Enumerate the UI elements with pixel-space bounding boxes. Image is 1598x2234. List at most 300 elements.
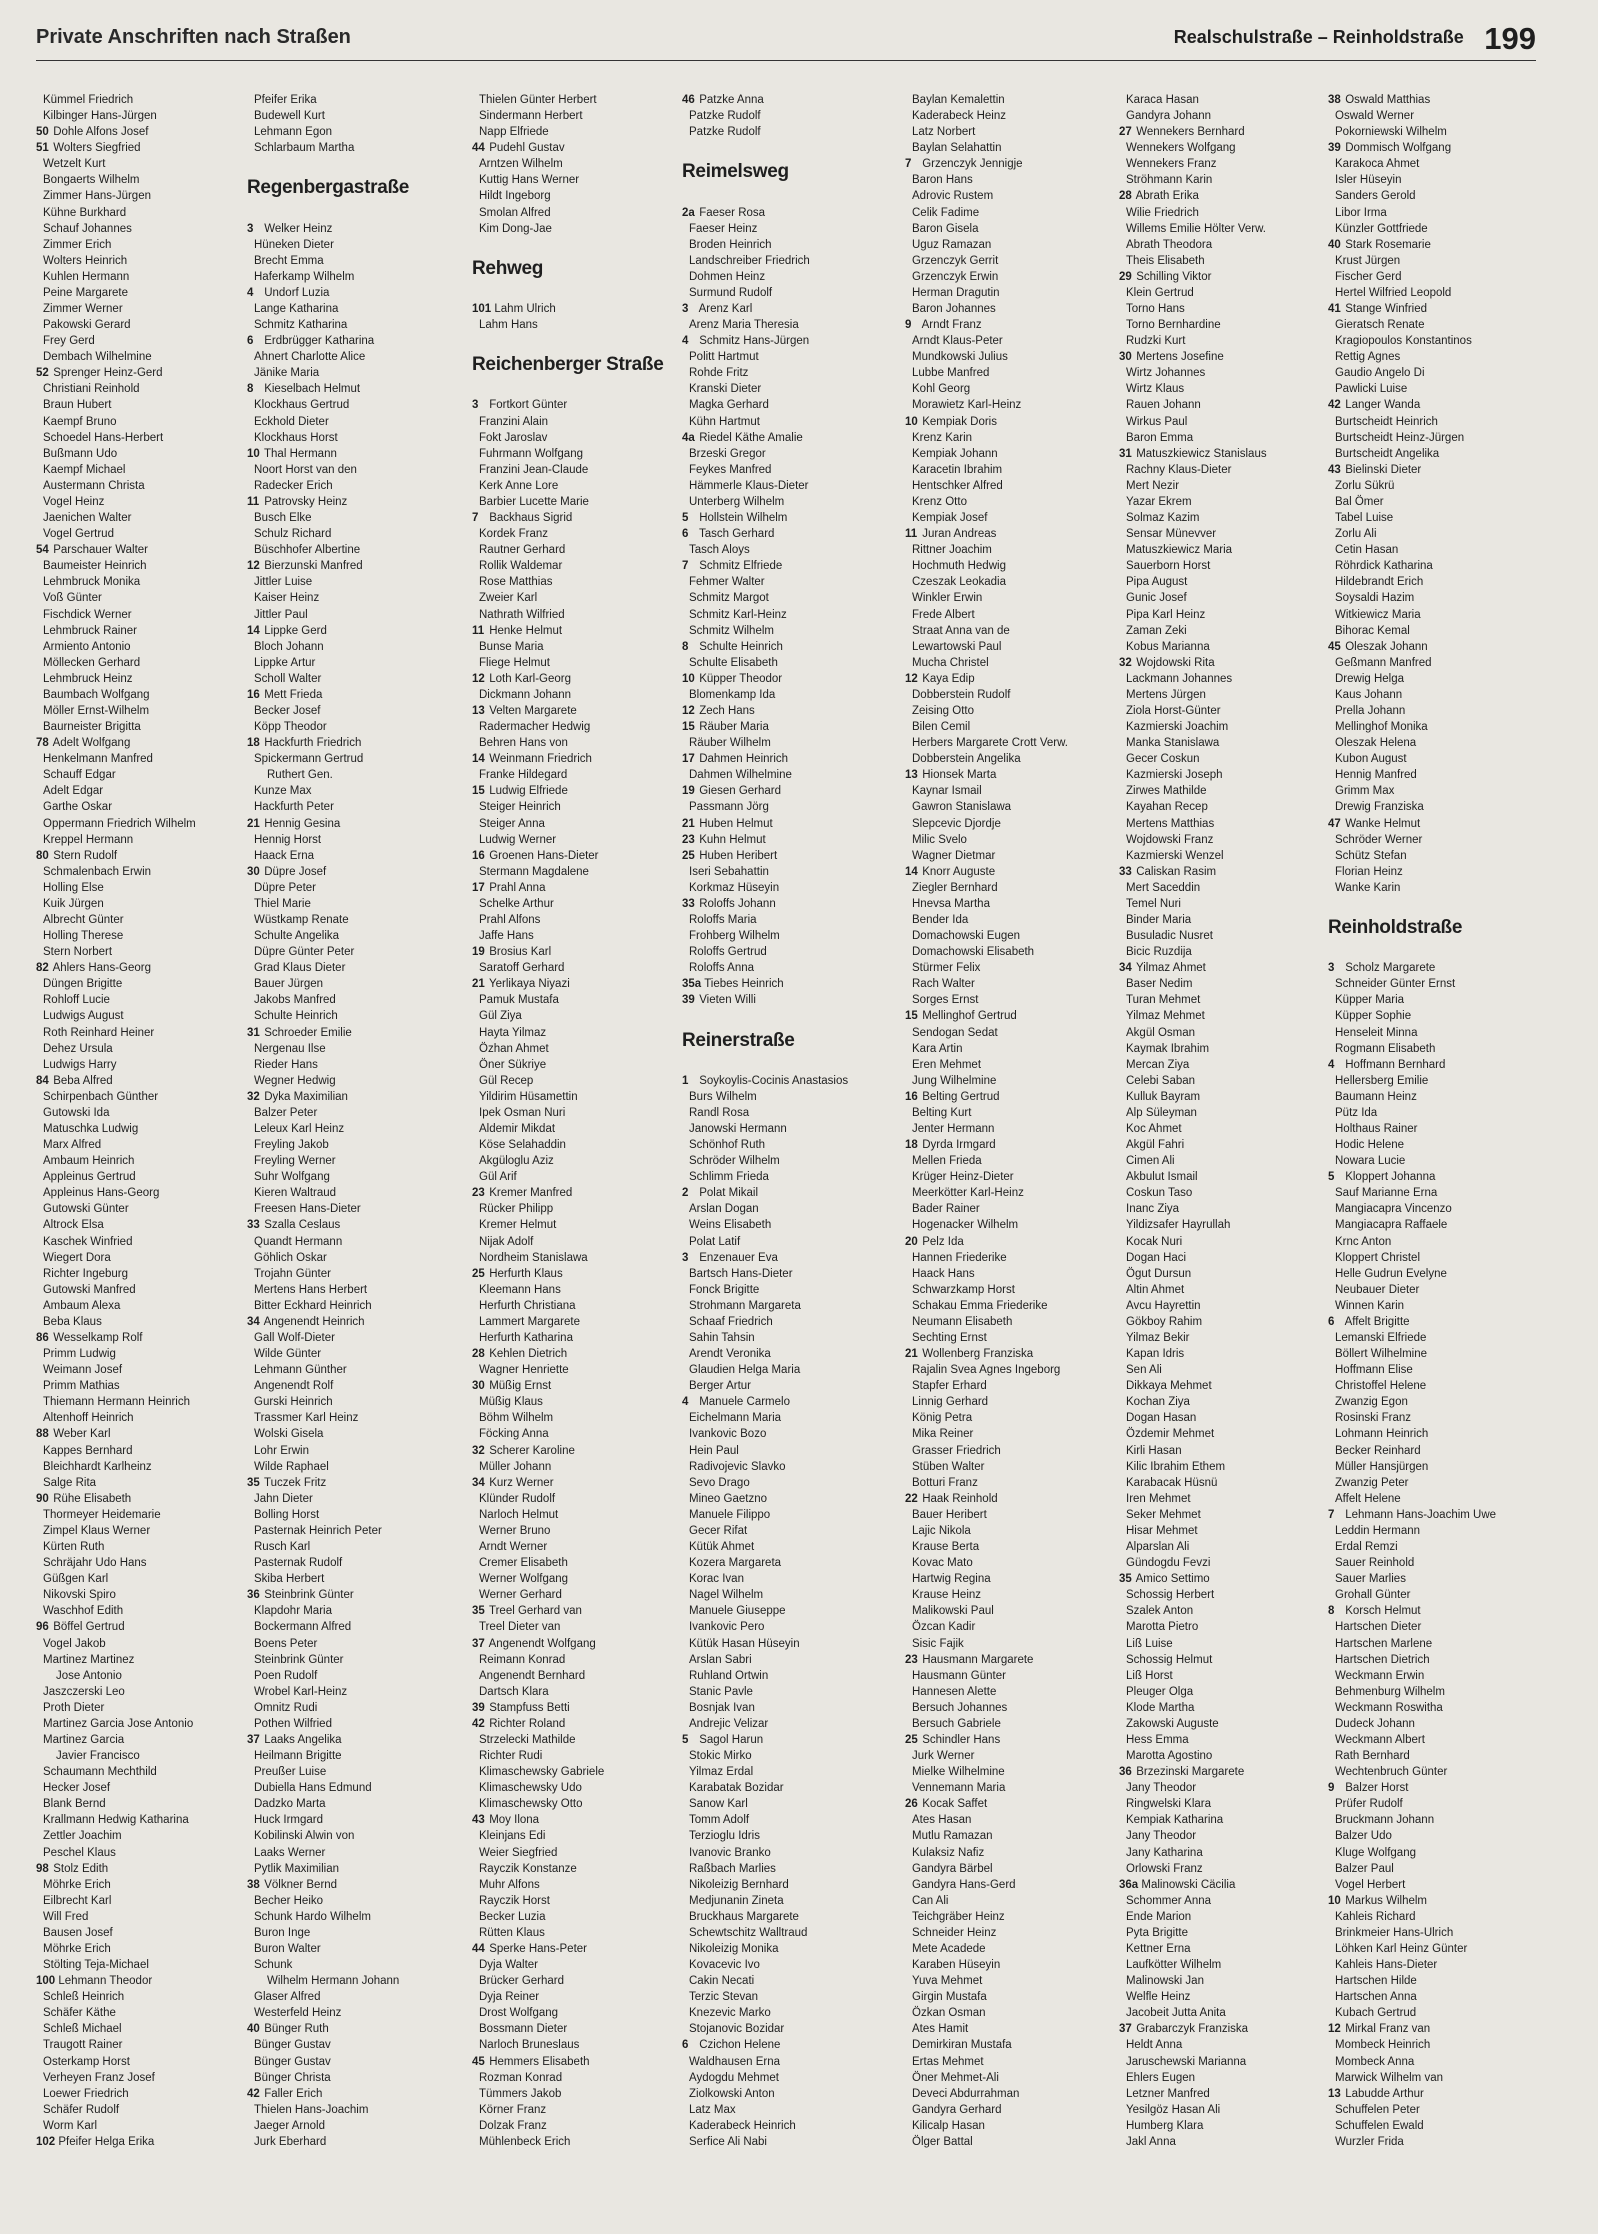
- resident-name: Pfeifer Helga Erika: [58, 2135, 155, 2148]
- resident-name: Kocak Saffet: [922, 1798, 988, 1811]
- resident-entry: [1119, 992, 1324, 1008]
- resident-entry: [1328, 1812, 1533, 1828]
- resident-entry: [682, 1796, 887, 1812]
- resident-entry: [36, 1443, 241, 1459]
- resident-name: Lajic Nikola: [912, 1524, 971, 1537]
- resident-entry: [905, 1137, 1110, 1153]
- resident-name: Hildebrandt Erich: [1335, 576, 1424, 589]
- house-number: 23: [472, 1187, 485, 1200]
- resident-entry: [472, 124, 677, 140]
- resident-entry: [36, 2134, 241, 2150]
- resident-name: Liß Horst: [1126, 1669, 1173, 1682]
- resident-entry: [247, 928, 452, 944]
- resident-entry: [472, 1989, 677, 2005]
- resident-name: Szalek Anton: [1126, 1605, 1194, 1618]
- resident-entry: [1328, 1057, 1533, 1073]
- house-number: 6: [1328, 1315, 1335, 1328]
- resident-name: Andrejic Velizar: [689, 1717, 769, 1730]
- resident-name: Vogel Herbert: [1335, 1878, 1406, 1891]
- resident-name: Jenter Hermann: [912, 1123, 995, 1135]
- resident-name: Bicic Ruzdija: [1126, 946, 1192, 959]
- resident-name: Kieren Waltraud: [254, 1187, 337, 1200]
- house-number: 2a: [682, 206, 695, 219]
- resident-name: Schulte Angelika: [254, 930, 340, 943]
- resident-name: Mertens Hans Herbert: [254, 1283, 368, 1296]
- resident-entry: [36, 1571, 241, 1587]
- resident-name: Buron Inge: [254, 1926, 311, 1939]
- resident-name: Angenendt Rolf: [254, 1380, 334, 1393]
- resident-name: Mineo Gaetzno: [689, 1492, 767, 1505]
- resident-name: Braun Hubert: [43, 399, 112, 412]
- resident-entry: [247, 703, 452, 719]
- resident-name: Busch Elke: [254, 512, 312, 525]
- resident-name: Kehlen Dietrich: [489, 1348, 568, 1361]
- resident-name: Huck Irmgard: [254, 1814, 324, 1827]
- resident-entry: [36, 880, 241, 896]
- resident-name: Baumann Heinz: [1335, 1090, 1417, 1103]
- resident-name: Bitter Eckhard Heinrich: [254, 1299, 372, 1312]
- resident-entry: [247, 430, 452, 446]
- resident-name: Werner Wolfgang: [479, 1573, 569, 1586]
- resident-entry: [905, 172, 1110, 188]
- resident-entry: [36, 1523, 241, 1539]
- resident-name: Wolters Heinrich: [43, 254, 128, 267]
- resident-entry: [247, 767, 452, 783]
- resident-entry: [1119, 1169, 1324, 1185]
- resident-entry: [1119, 478, 1324, 494]
- resident-name: Yildizsafer Hayrullah: [1126, 1219, 1231, 1232]
- house-number: 40: [247, 2023, 260, 2036]
- resident-name: Hemmers Elisabeth: [489, 2055, 590, 2068]
- resident-name: Yazar Ekrem: [1126, 495, 1192, 508]
- resident-entry: [1328, 1234, 1533, 1250]
- resident-name: Schunk: [254, 1959, 293, 1972]
- resident-name: Herfurth Katharina: [479, 1332, 573, 1345]
- resident-name: Mutlu Ramazan: [912, 1830, 993, 1843]
- resident-entry: [472, 2134, 677, 2150]
- resident-entry: [1119, 751, 1324, 767]
- resident-entry: [472, 1587, 677, 1603]
- resident-name: Martinez Garcia: [43, 1733, 125, 1746]
- resident-name: Rayczik Konstanze: [479, 1862, 577, 1875]
- resident-name: Kilic Ibrahim Ethem: [1126, 1460, 1226, 1473]
- resident-name: Radecker Erich: [254, 479, 333, 492]
- resident-entry: [472, 1909, 677, 1925]
- resident-entry: [1119, 2037, 1324, 2053]
- house-number: 25: [905, 1733, 918, 1746]
- resident-name: Krause Heinz: [912, 1589, 982, 1602]
- resident-name: Akbulut Ismail: [1126, 1171, 1198, 1184]
- resident-name: Oleszak Johann: [1345, 640, 1428, 653]
- resident-name: Baser Nedim: [1126, 978, 1193, 991]
- resident-entry: [1328, 1668, 1533, 1684]
- resident-entry: [905, 655, 1110, 671]
- resident-entry: [472, 1539, 677, 1555]
- resident-name: Haack Hans: [912, 1267, 975, 1280]
- resident-entry: [682, 607, 887, 623]
- resident-entry: [1328, 124, 1533, 140]
- resident-name: Scherer Karoline: [489, 1444, 575, 1457]
- resident-entry: [472, 1523, 677, 1539]
- resident-entry: [682, 1973, 887, 1989]
- resident-entry: [1119, 2070, 1324, 2086]
- resident-name: Bruckhaus Margarete: [689, 1910, 799, 1923]
- resident-entry: [247, 542, 452, 558]
- resident-name: Traugott Rainer: [43, 2039, 123, 2052]
- resident-name: Kreppel Hermann: [43, 833, 134, 846]
- resident-entry: [1119, 607, 1324, 623]
- resident-entry: [905, 1845, 1110, 1861]
- house-number: 45: [472, 2055, 485, 2068]
- resident-name: Arslan Sabri: [689, 1653, 752, 1666]
- resident-entry: [247, 1571, 452, 1587]
- resident-name: Letzner Manfred: [1126, 2087, 1210, 2100]
- resident-name: Loth Karl-Georg: [489, 672, 572, 685]
- house-number: 13: [1328, 2087, 1341, 2100]
- resident-entry: [36, 832, 241, 848]
- resident-name: Rudzki Kurt: [1126, 335, 1186, 348]
- resident-entry: [1119, 1491, 1324, 1507]
- resident-entry: [472, 1700, 677, 1716]
- resident-name: Baylan Selahattin: [912, 142, 1002, 155]
- resident-entry: [682, 1330, 887, 1346]
- resident-name: Ziolkowski Anton: [689, 2087, 775, 2100]
- resident-name: Schlimm Frieda: [689, 1171, 769, 1184]
- resident-entry: [1119, 1410, 1324, 1426]
- resident-entry: [1119, 1346, 1324, 1362]
- resident-entry: [472, 719, 677, 735]
- house-number: 30: [247, 865, 260, 878]
- resident-entry: [1328, 108, 1533, 124]
- resident-name: Kordek Franz: [479, 528, 549, 541]
- house-number: 8: [1328, 1605, 1335, 1618]
- resident-name: Hackfurth Peter: [254, 801, 334, 814]
- house-number: 35: [247, 1476, 260, 1489]
- resident-name: Brecht Emma: [254, 254, 324, 267]
- resident-entry: [682, 2086, 887, 2102]
- resident-name: Wennekers Franz: [1126, 158, 1217, 171]
- resident-name: Dommisch Wolfgang: [1345, 142, 1452, 155]
- resident-name: Czeszak Leokadia: [912, 576, 1006, 589]
- resident-name: Stojanovic Bozidar: [689, 2023, 785, 2036]
- resident-name: Baron Hans: [912, 174, 973, 187]
- resident-entry: [472, 205, 677, 221]
- resident-name: Kühne Burkhard: [43, 206, 127, 219]
- resident-entry: [1328, 767, 1533, 783]
- resident-name: Rosinski Franz: [1335, 1412, 1412, 1425]
- resident-name: Stapfer Erhard: [912, 1380, 987, 1393]
- resident-name: Manka Stanislawa: [1126, 737, 1220, 750]
- resident-entry: [247, 639, 452, 655]
- resident-entry: [1119, 1217, 1324, 1233]
- resident-entry: [1328, 558, 1533, 574]
- resident-entry: [36, 301, 241, 317]
- house-number: 39: [1328, 142, 1341, 155]
- resident-entry: [247, 1796, 452, 1812]
- resident-entry: [36, 542, 241, 558]
- resident-name: Celebi Saban: [1126, 1074, 1196, 1087]
- house-number: 36: [1119, 1766, 1132, 1779]
- resident-entry: [472, 816, 677, 832]
- resident-name: Hüneken Dieter: [254, 238, 334, 251]
- resident-entry: [1119, 976, 1324, 992]
- resident-name: Schakau Emma Friederike: [912, 1299, 1048, 1312]
- resident-entry: [1119, 848, 1324, 864]
- resident-name: Lehmbruck Heinz: [43, 672, 133, 685]
- resident-name: Fonck Brigitte: [689, 1283, 760, 1296]
- house-number: 50: [36, 126, 49, 139]
- resident-entry: [905, 1362, 1110, 1378]
- resident-name: Frey Gerd: [43, 335, 95, 348]
- resident-name: Wanke Helmut: [1345, 817, 1421, 830]
- resident-entry: [1119, 285, 1324, 301]
- house-number: 23: [682, 833, 695, 846]
- resident-entry: [1328, 2086, 1533, 2102]
- resident-name: Düpre Josef: [264, 865, 327, 878]
- resident-entry: [682, 783, 887, 799]
- resident-entry: [247, 1523, 452, 1539]
- resident-name: Akgüloglu Aziz: [479, 1155, 554, 1168]
- resident-name: Nikoleizig Bernhard: [689, 1878, 789, 1891]
- address-column: [682, 92, 887, 2150]
- resident-entry: [247, 1008, 452, 1024]
- resident-name: Leddin Hermann: [1335, 1524, 1421, 1537]
- resident-name: Kirli Hasan: [1126, 1444, 1182, 1457]
- resident-name: Beba Klaus: [43, 1315, 102, 1328]
- resident-entry: [36, 623, 241, 639]
- resident-name: Parschauer Walter: [53, 544, 149, 557]
- house-number: 36: [247, 1589, 260, 1602]
- resident-name: Matuszkiewicz Stanislaus: [1136, 447, 1267, 460]
- spacer: [682, 1057, 887, 1073]
- resident-name: Riedel Käthe Amalie: [699, 431, 803, 444]
- resident-name: Bleichhardt Karlheinz: [43, 1460, 152, 1473]
- resident-name: Kilicalp Hasan: [912, 2119, 985, 2132]
- resident-name: Jaenichen Walter: [43, 512, 132, 525]
- resident-entry: [247, 719, 452, 735]
- resident-name: Demirkiran Mustafa: [912, 2039, 1012, 2052]
- resident-entry: [36, 1217, 241, 1233]
- resident-entry: [1328, 1828, 1533, 1844]
- resident-entry: [1119, 2102, 1324, 2118]
- resident-entry: [1328, 880, 1533, 896]
- house-number: 47: [1328, 817, 1341, 830]
- resident-name: Javier Francisco: [56, 1750, 140, 1763]
- resident-entry: [247, 1475, 452, 1491]
- resident-entry: [247, 478, 452, 494]
- resident-name: Coskun Taso: [1126, 1187, 1193, 1200]
- resident-entry: [1119, 1008, 1324, 1024]
- resident-name: Kluge Wolfgang: [1335, 1846, 1416, 1859]
- resident-name: Blank Bernd: [43, 1798, 106, 1811]
- resident-entry: [905, 1153, 1110, 1169]
- resident-name: Frede Albert: [912, 608, 975, 621]
- resident-entry: [1119, 221, 1324, 237]
- resident-name: Schneider Heinz: [912, 1926, 997, 1939]
- resident-name: Klimaschewsky Gabriele: [479, 1766, 605, 1779]
- resident-name: Wilde Raphael: [254, 1460, 329, 1473]
- resident-name: Rath Bernhard: [1335, 1750, 1410, 1763]
- resident-name: Bauer Jürgen: [254, 978, 324, 991]
- resident-name: Gall Wolf-Dieter: [254, 1332, 335, 1345]
- resident-name: Busuladic Nusret: [1126, 930, 1213, 943]
- house-number: 4: [247, 286, 254, 299]
- resident-entry: [472, 896, 677, 912]
- house-number: 42: [1328, 399, 1341, 412]
- resident-name: Nagel Wilhelm: [689, 1589, 764, 1602]
- resident-name: Rohde Fritz: [689, 367, 749, 380]
- resident-name: Latz Norbert: [912, 126, 976, 139]
- resident-entry: [247, 1330, 452, 1346]
- resident-entry: [472, 1378, 677, 1394]
- resident-name: Roloffs Gertrud: [689, 946, 767, 959]
- house-number: 31: [247, 1026, 260, 1039]
- resident-name: Steiger Heinrich: [479, 801, 561, 814]
- resident-name: Yilmaz Erdal: [689, 1766, 754, 1779]
- resident-entry: [247, 848, 452, 864]
- resident-name: Güßgen Karl: [43, 1573, 109, 1586]
- resident-entry: [905, 2054, 1110, 2070]
- resident-name: Lippke Gerd: [264, 624, 327, 637]
- resident-name: Fokt Jaroslav: [479, 431, 548, 444]
- resident-entry: [1328, 1861, 1533, 1877]
- resident-name: Mert Nezir: [1126, 479, 1180, 492]
- resident-entry: [472, 1732, 677, 1748]
- house-number: 25: [472, 1267, 485, 1280]
- resident-entry: [905, 590, 1110, 606]
- resident-name: Franke Hildegard: [479, 769, 568, 782]
- resident-entry: [682, 2037, 887, 2053]
- resident-entry: [682, 1426, 887, 1442]
- resident-entry: [1119, 2086, 1324, 2102]
- resident-name: Schmitz Karl-Heinz: [689, 608, 787, 621]
- resident-entry: [905, 1201, 1110, 1217]
- resident-entry: [905, 317, 1110, 333]
- resident-entry: [905, 1105, 1110, 1121]
- resident-entry: [36, 1587, 241, 1603]
- resident-entry: [247, 1250, 452, 1266]
- resident-entry: [682, 703, 887, 719]
- resident-name: Hionsek Marta: [922, 769, 997, 782]
- resident-entry: [247, 1185, 452, 1201]
- resident-entry: [905, 381, 1110, 397]
- resident-name: Stange Winfried: [1345, 303, 1428, 316]
- resident-entry: [472, 1925, 677, 1941]
- resident-name: Rütten Klaus: [479, 1926, 545, 1939]
- resident-name: Lehmann Theodor: [58, 1975, 153, 1988]
- resident-name: Mellinghof Gertrud: [922, 1010, 1017, 1023]
- resident-name: Schewtschitz Walltraud: [689, 1926, 808, 1939]
- resident-entry: [1119, 783, 1324, 799]
- resident-entry: [1119, 912, 1324, 928]
- house-number: 27: [1119, 126, 1132, 139]
- resident-name: Drewig Helga: [1335, 672, 1405, 685]
- resident-name: Karaben Hüseyin: [912, 1959, 1001, 1972]
- resident-entry: [905, 896, 1110, 912]
- house-number: 9: [905, 319, 912, 332]
- resident-entry: [1119, 1330, 1324, 1346]
- resident-name: Ates Hasan: [912, 1814, 972, 1827]
- resident-entry: [1328, 526, 1533, 542]
- resident-entry: [36, 864, 241, 880]
- resident-name: Isler Hüseyin: [1335, 174, 1402, 187]
- resident-entry: [682, 1314, 887, 1330]
- resident-name: Dobberstein Rudolf: [912, 688, 1011, 701]
- resident-name: Affelt Helene: [1335, 1492, 1401, 1505]
- resident-entry: [1328, 960, 1533, 976]
- resident-name: Möhrke Erich: [43, 1878, 111, 1891]
- resident-entry: [36, 1491, 241, 1507]
- resident-name: Can Ali: [912, 1894, 949, 1907]
- resident-entry: [247, 1539, 452, 1555]
- resident-name: Kremer Manfred: [489, 1187, 573, 1200]
- resident-entry: [36, 1796, 241, 1812]
- resident-name: Lahm Ulrich: [494, 303, 556, 316]
- resident-name: Schneider Günter Ernst: [1335, 978, 1456, 991]
- resident-entry: [682, 816, 887, 832]
- resident-entry: [36, 494, 241, 510]
- resident-entry: [1119, 928, 1324, 944]
- resident-name: Sperke Hans-Peter: [489, 1942, 587, 1955]
- resident-entry: [36, 1780, 241, 1796]
- resident-name: Roth Reinhard Heiner: [43, 1026, 155, 1039]
- resident-entry: [36, 92, 241, 108]
- resident-name: Austermann Christa: [43, 479, 145, 492]
- resident-entry: [1119, 2054, 1324, 2070]
- resident-name: Stokic Mirko: [689, 1750, 752, 1763]
- resident-entry: [905, 1330, 1110, 1346]
- resident-entry: [247, 349, 452, 365]
- resident-name: Adelt Edgar: [43, 785, 104, 798]
- resident-entry: [472, 558, 677, 574]
- resident-entry: [905, 1475, 1110, 1491]
- resident-name: Steiger Anna: [479, 817, 545, 830]
- resident-entry: [36, 414, 241, 430]
- resident-entry: [905, 1732, 1110, 1748]
- resident-name: Pytlik Maximilian: [254, 1862, 339, 1875]
- resident-name: Mertens Josefine: [1136, 351, 1224, 364]
- resident-name: Kahleis Richard: [1335, 1910, 1416, 1923]
- resident-name: Winnen Karin: [1335, 1299, 1405, 1312]
- resident-entry: [1328, 607, 1533, 623]
- resident-entry: [682, 221, 887, 237]
- resident-entry: [472, 397, 677, 413]
- resident-name: Adelt Wolfgang: [52, 737, 131, 750]
- resident-name: Kubach Gertrud: [1335, 2007, 1417, 2020]
- resident-name: Hartschen Marlene: [1335, 1637, 1433, 1650]
- resident-entry: [905, 1008, 1110, 1024]
- resident-entry: [905, 1941, 1110, 1957]
- resident-entry: [682, 687, 887, 703]
- resident-entry: [1328, 1410, 1533, 1426]
- house-number: 44: [472, 1942, 485, 1955]
- resident-name: Weckmann Roswitha: [1335, 1701, 1443, 1714]
- resident-name: Welker Heinz: [264, 222, 333, 235]
- resident-name: Deveci Abdurrahman: [912, 2087, 1020, 2100]
- resident-entry: [247, 333, 452, 349]
- resident-entry: [1328, 1941, 1533, 1957]
- resident-name: Balzer Udo: [1335, 1830, 1392, 1843]
- resident-name: Schelke Arthur: [479, 897, 554, 910]
- address-column: [1328, 92, 1533, 2150]
- resident-entry: [1119, 108, 1324, 124]
- resident-entry: [1328, 253, 1533, 269]
- resident-entry: [36, 1603, 241, 1619]
- resident-entry: [1119, 542, 1324, 558]
- resident-name: Bilen Cemil: [912, 721, 971, 734]
- resident-entry: [905, 751, 1110, 767]
- resident-entry: [682, 751, 887, 767]
